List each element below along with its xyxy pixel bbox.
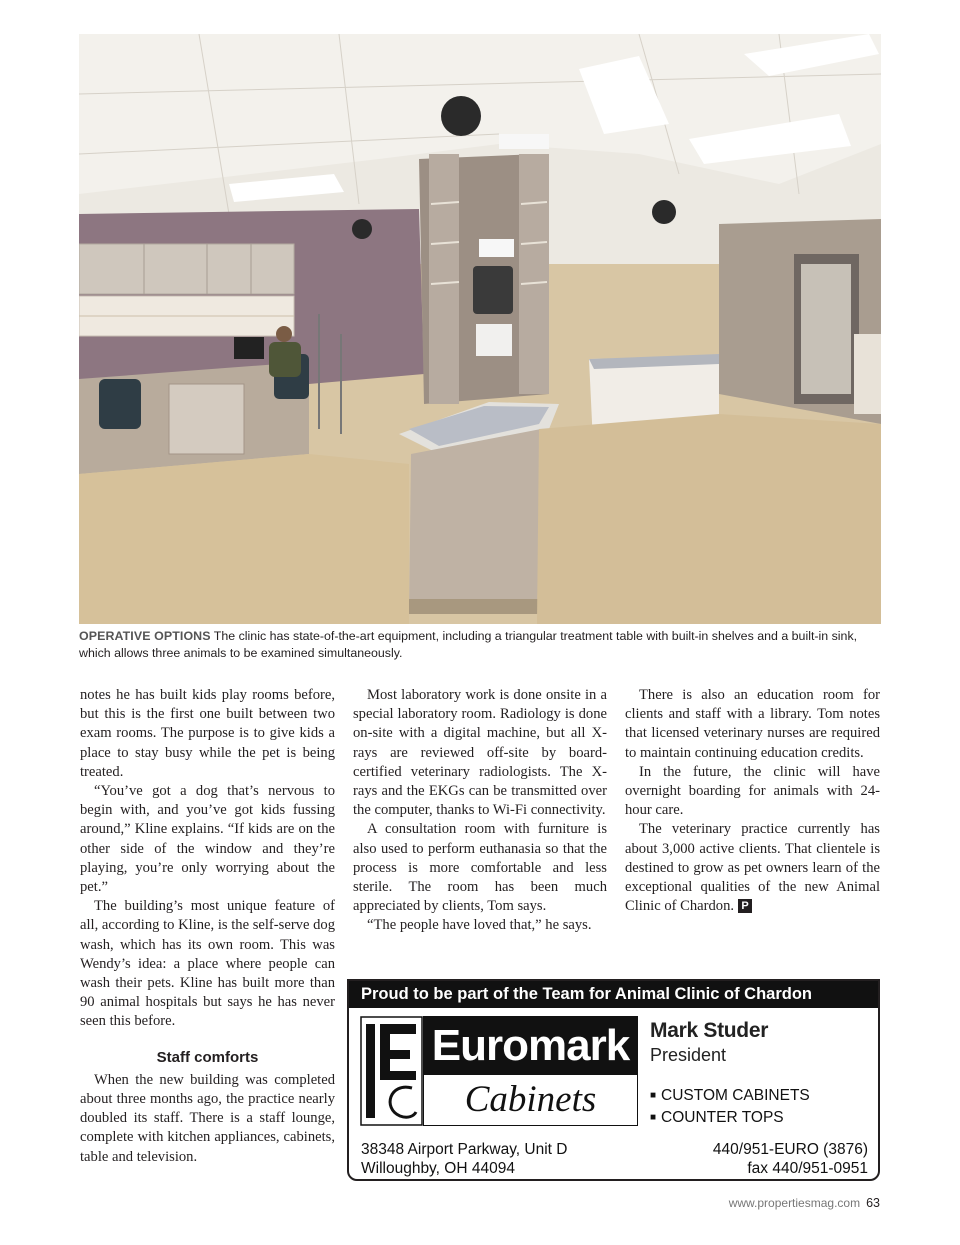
service-item: ■ CUSTOM CABINETS: [650, 1085, 810, 1107]
col1-paragraph-3: The building’s most unique feature of all, according to Kline, is the self-serve dog wash, which has its own room. This was Wendy’s idea: a place where people can wash their pets. Kline has built more than 90 animal hospitals but says he has never seen this before.: [80, 898, 335, 1030]
caption-lead: OPERATIVE OPTIONS: [79, 629, 211, 643]
col1-paragraph-4: When the new building was completed about three months ago, the practice nearly doubled its staff. There is a staff lounge, complete with kitchen appliances, cabinets, table and television.: [80, 1071, 335, 1165]
ad-header: Proud to be part of the Team for Animal Clinic of Chardon: [349, 981, 878, 1008]
address-line-2: Willoughby, OH 44094: [361, 1160, 515, 1177]
footer-url: www.propertiesmag.com: [728, 1196, 861, 1210]
service-item: ■ COUNTER TOPS: [650, 1107, 810, 1129]
euromark-cabinets-logo: [423, 1016, 638, 1126]
col1-paragraph-2: “You’ve got a dog that’s nervous to begin with, and you’ve got kids fussing around,” Kline explains. “If kids are on the other side of the window and they’re playing, you’re only worrying about the pet.”: [80, 783, 335, 896]
fax-number: fax 440/951-0951: [747, 1160, 868, 1177]
address-line-1: 38348 Airport Parkway, Unit D: [361, 1141, 568, 1158]
article-column-2: [353, 686, 607, 936]
col3-paragraph-1: There is also an education room for clients and staff with a library. Tom notes that licensed veterinary nurses are required to maintain continuing education credits.: [625, 687, 880, 761]
article-column-1: [80, 686, 335, 1167]
clinic-treatment-room-photo: [79, 34, 881, 624]
business-address: [361, 1140, 567, 1178]
col1-paragraph-1: notes he has built kids play rooms before, but this is the first one built between two exam rooms. The purpose is to give kids a place to stay busy while the pet is being treated.: [80, 687, 335, 780]
euromark-advertisement: [347, 979, 880, 1181]
col2-paragraph-2: A consultation room with furniture is also used to perform euthanasia so that the process is more comfortable and less sterile. The room has been much appreciated by clients, Tom says.: [353, 821, 607, 915]
page-number: 63: [866, 1196, 880, 1210]
contact-title: President: [650, 1045, 727, 1065]
article-column-3: [625, 686, 880, 916]
col2-paragraph-1: Most laboratory work is done onsite in a special laboratory room. Radiology is done on-site with a digital machine, but all X-rays are reviewed off-site by board-certified veterinary radiologists. The X-rays and the EKGs can be transmitted over the computer, thanks to Wi-Fi connectivity.: [353, 687, 607, 819]
ec-logo-mark: [360, 1016, 423, 1126]
end-of-article-mark: P: [738, 899, 752, 913]
col3-paragraph-3-text: The veterinary practice currently has about 3,000 active clients. That clientele is destined to grow as pet owners learn of the exceptional qualities of the new Animal Clinic of Chardon.: [625, 821, 880, 915]
caption-text: The clinic has state-of-the-art equipment, including a triangular treatment table with built-in shelves and a built-in sink, which allows three animals to be examined simultaneously.: [79, 629, 858, 660]
col2-paragraph-3: “The people have loved that,” he says.: [367, 917, 592, 934]
col3-paragraph-2: In the future, the clinic will have overnight boarding for animals with 24-hour care.: [625, 763, 880, 819]
brand-name-bottom: Cabinets: [464, 1079, 597, 1120]
page-footer: [729, 1196, 880, 1210]
photo-caption: [79, 628, 889, 662]
col3-paragraph-3: [625, 820, 880, 916]
contact-name: Mark Studer: [650, 1019, 769, 1042]
brand-name-top: Euromark: [424, 1017, 637, 1075]
contact-numbers: [713, 1140, 868, 1178]
services-list: [650, 1085, 810, 1129]
phone-number: 440/951-EURO (3876): [712, 1141, 868, 1158]
section-subhead: Staff comforts: [156, 1048, 259, 1066]
